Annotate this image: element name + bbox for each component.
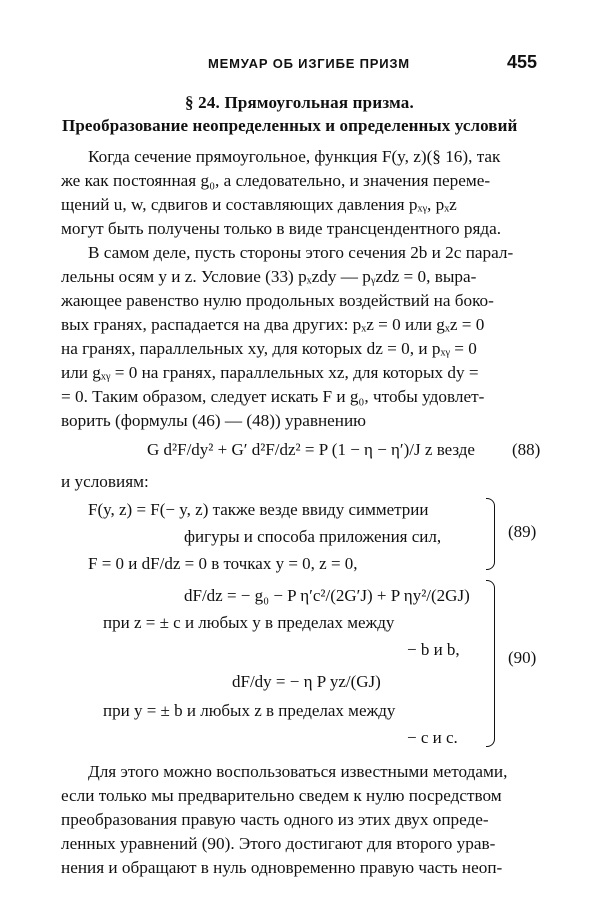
paragraph-line: же как постоянная g₀, а следовательно, и значения переме- bbox=[61, 171, 491, 190]
paragraph-line: или gₓᵧ = 0 на гранях, параллельных xz, для которых dy = bbox=[61, 363, 479, 382]
paragraph-line: Для этого можно воспользоваться известными методами, bbox=[88, 762, 508, 781]
paragraph-line: преобразования правую часть одного из этих двух опреде- bbox=[61, 810, 489, 829]
page-number: 455 bbox=[507, 52, 538, 72]
equation-90-line: при y = ± b и любых z в пределах между bbox=[103, 701, 396, 720]
lead-in-text: и условиям: bbox=[61, 472, 149, 491]
equation-90-line: dF/dz = − g₀ − P η′c²/(2G′J) + P ηy²/(2GJ) bbox=[184, 586, 470, 605]
equation-90-line: при z = ± c и любых y в пределах между bbox=[103, 613, 395, 632]
equation-brace-89 bbox=[486, 498, 495, 570]
paragraph-line: Когда сечение прямоугольное, функция F(y, z)(§ 16), так bbox=[88, 147, 501, 166]
paragraph-line: вых гранях, распадается на два других: pₓz = 0 или gₓz = 0 bbox=[61, 315, 485, 334]
equation-89-line: фигуры и способа приложения сил, bbox=[184, 527, 442, 546]
equation-89-line: F(y, z) = F(− y, z) также везде ввиду симметрии bbox=[88, 500, 429, 519]
paragraph-line: щений u, w, сдвигов и составляющих давления pₓᵧ, pₓz bbox=[61, 195, 457, 214]
paragraph-line: на гранях, параллельных xy, для которых dz = 0, и pₓᵧ = 0 bbox=[61, 339, 477, 358]
running-head: МЕМУАР ОБ ИЗГИБЕ ПРИЗМ bbox=[208, 56, 410, 71]
equation-88: G d²F/dy² + G′ d²F/dz² = P (1 − η − η′)/J z везде bbox=[147, 440, 475, 459]
paragraph-line: могут быть получены только в виде трансцендентного ряда. bbox=[61, 219, 502, 238]
paragraph-line: лельны осям y и z. Условие (33) pₓzdy — pᵧzdz = 0, выра- bbox=[61, 267, 477, 286]
paragraph-line: = 0. Таким образом, следует искать F и g₀, чтобы удовлет- bbox=[61, 387, 485, 406]
equation-brace-90 bbox=[486, 580, 495, 747]
paragraph-line: ворить (формулы (46) — (48)) уравнению bbox=[61, 411, 367, 430]
equation-90-line: dF/dy = − η P yz/(GJ) bbox=[232, 672, 381, 691]
paragraph-line: нения и обращают в нуль одновременно правую часть неоп- bbox=[61, 858, 503, 877]
equation-number-90: (90) bbox=[508, 648, 537, 667]
equation-number-88: (88) bbox=[512, 440, 541, 459]
section-subtitle: Преобразование неопределенных и определенных условий bbox=[62, 116, 518, 135]
equation-90-line: − b и b, bbox=[407, 640, 460, 659]
equation-89-line: F = 0 и dF/dz = 0 в точках y = 0, z = 0, bbox=[88, 554, 358, 573]
paragraph-line: В самом деле, пусть стороны этого сечения 2b и 2c парал- bbox=[88, 243, 514, 262]
equation-90-line: − c и c. bbox=[407, 728, 458, 747]
equation-number-89: (89) bbox=[508, 522, 537, 541]
paragraph-line: ленных уравнений (90). Этого достигают для второго урав- bbox=[61, 834, 496, 853]
section-title: § 24. Прямоугольная призма. bbox=[185, 93, 414, 112]
paragraph-line: если только мы предварительно сведем к нулю посредством bbox=[61, 786, 502, 805]
paragraph-line: жающее равенство нулю продольных воздействий на боко- bbox=[61, 291, 494, 310]
